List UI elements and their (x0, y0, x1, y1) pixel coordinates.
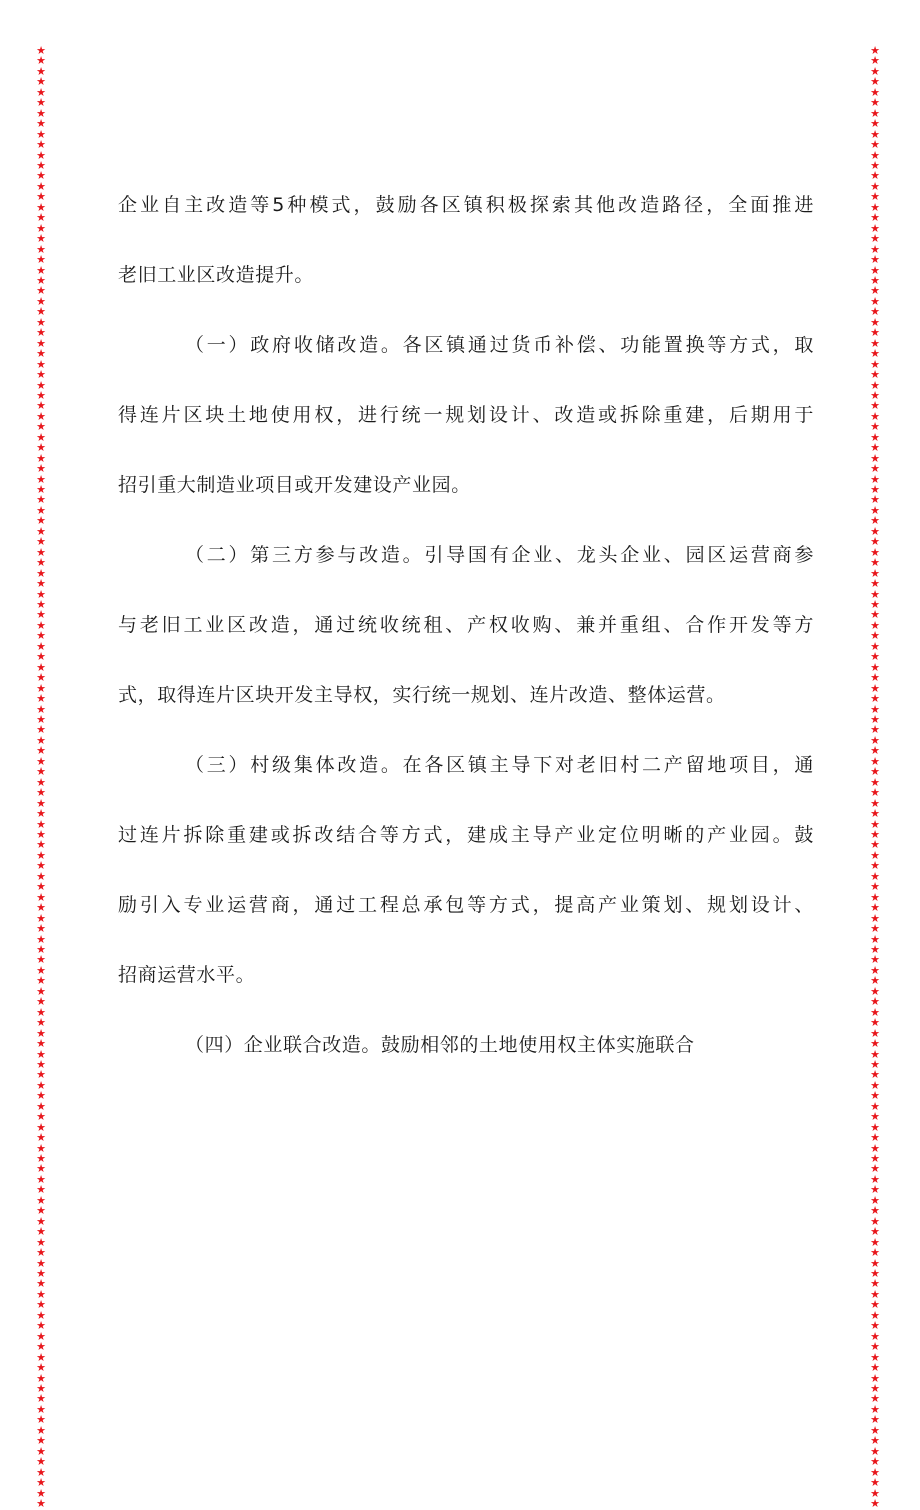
star-border-left: ★ ★ ★ ★ ★ ★ ★ ★ ★ ★ ★ ★ ★ ★ ★ ★ ★ ★ ★ ★ ★ ★ ★ ★ ★ ★ ★ ★ ★ ★ ★ ★ ★ ★ ★ ★ ★ ★ ★ ★ ★ ★ ★ ★ ★ ★ ★ ★ ★ ★ ★ ★ ★ ★ ★ ★ ★ ★ ★ ★ ★ ★ ★ ★ ★ ★ ★ ★ ★ ★ ★ ★ ★ ★ ★ ★ ★ ★ ★ ★ ★ ★ ★ ★ ★ ★ ★ ★ ★ ★ ★ ★ ★ ★ ★ ★ ★ ★ ★ ★ ★ ★ ★ ★ ★ ★ ★ ★ ★ ★ ★ ★ ★ ★ ★ ★ ★ ★ ★ ★ ★ ★ ★ ★ ★ ★ ★ ★ ★ ★ ★ ★ ★ ★ ★ ★ ★ ★ ★ ★ (36, 44, 46, 1510)
paragraph-line: 与老旧工业区改造，通过统收统租、产权收购、兼并重组、合作开发等方 (118, 614, 814, 636)
paragraph-line: 企业自主改造等5种模式，鼓励各区镇积极探索其他改造路径，全面推进 (118, 194, 814, 216)
paragraph-line: （四）企业联合改造。鼓励相邻的土地使用权主体实施联合 (185, 1034, 695, 1056)
star-border-right: ★ ★ ★ ★ ★ ★ ★ ★ ★ ★ ★ ★ ★ ★ ★ ★ ★ ★ ★ ★ ★ ★ ★ ★ ★ ★ ★ ★ ★ ★ ★ ★ ★ ★ ★ ★ ★ ★ ★ ★ ★ ★ ★ ★ ★ ★ ★ ★ ★ ★ ★ ★ ★ ★ ★ ★ ★ ★ ★ ★ ★ ★ ★ ★ ★ ★ ★ ★ ★ ★ ★ ★ ★ ★ ★ ★ ★ ★ ★ ★ ★ ★ ★ ★ ★ ★ ★ ★ ★ ★ ★ ★ ★ ★ ★ ★ ★ ★ ★ ★ ★ ★ ★ ★ ★ ★ ★ ★ ★ ★ ★ ★ ★ ★ ★ ★ ★ ★ ★ ★ ★ ★ ★ ★ ★ ★ ★ ★ ★ ★ ★ ★ ★ ★ ★ ★ ★ ★ ★ ★ (870, 44, 880, 1510)
paragraph-line: 招引重大制造业项目或开发建设产业园。 (118, 474, 471, 496)
paragraph-line: 励引入专业运营商，通过工程总承包等方式，提高产业策划、规划设计、 (118, 894, 814, 916)
paragraph-line: 招商运营水平。 (118, 964, 256, 986)
paragraph-line: 过连片拆除重建或拆改结合等方式，建成主导产业定位明晰的产业园。鼓 (118, 824, 814, 846)
paragraph-line: 得连片区块土地使用权，进行统一规划设计、改造或拆除重建，后期用于 (118, 404, 814, 426)
paragraph-line: 老旧工业区改造提升。 (118, 264, 315, 286)
paragraph-line: （二）第三方参与改造。引导国有企业、龙头企业、园区运营商参 (185, 544, 814, 566)
paragraph-line: （三）村级集体改造。在各区镇主导下对老旧村二产留地项目，通 (185, 754, 814, 776)
paragraph-line: （一）政府收储改造。各区镇通过货币补偿、功能置换等方式，取 (185, 334, 814, 356)
paragraph-line: 式，取得连片区块开发主导权，实行统一规划、连片改造、整体运营。 (118, 684, 726, 706)
